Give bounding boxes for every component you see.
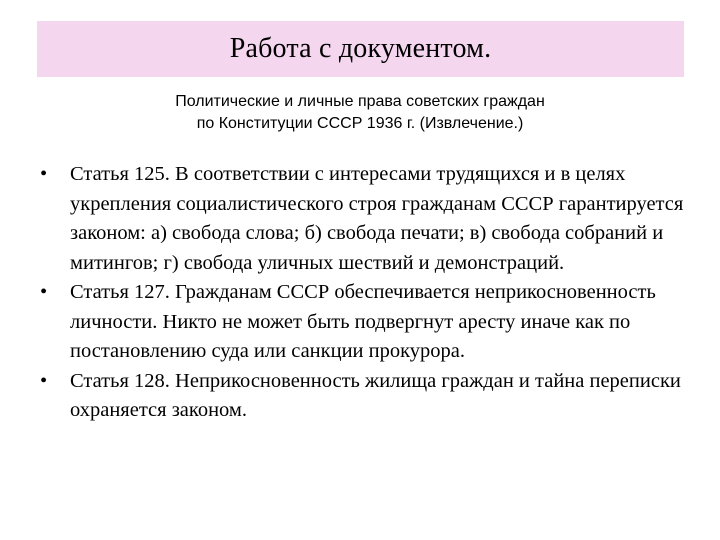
article-text: Статья 128. Неприкосновенность жилища граждан и тайна переписки охраняется законом. bbox=[70, 369, 681, 421]
article-128 bbox=[40, 367, 700, 426]
article-text: Статья 125. В соответствии с интересами трудящихся и в целях укрепления социалистического строя гражданам СССР гарантируется законом: а) свобода слова; б) свобода печати; в) свобода собраний и митингов; г) свобода уличных шествий и демонстраций. bbox=[70, 163, 684, 274]
bullet-icon: • bbox=[40, 369, 48, 392]
bullet-icon: • bbox=[40, 281, 48, 303]
bullet-icon: • bbox=[40, 163, 48, 185]
subtitle-line-2: по Конституции СССР 1936 г. (Извлечение.) bbox=[196, 115, 524, 132]
article-127 bbox=[40, 278, 700, 367]
document-subtitle bbox=[0, 91, 720, 135]
subtitle-line-1: Политические и личные права советских граждан bbox=[175, 93, 545, 110]
article-125 bbox=[40, 160, 700, 278]
article-list bbox=[40, 160, 700, 426]
title-banner bbox=[37, 21, 684, 77]
article-text: Статья 127. Гражданам СССР обеспечивается неприкосновенность личности. Никто не может быть подвергнут аресту иначе как по постановлению суда или санкции прокурора. bbox=[70, 281, 656, 362]
page-title: Работа с документом. bbox=[229, 33, 492, 64]
